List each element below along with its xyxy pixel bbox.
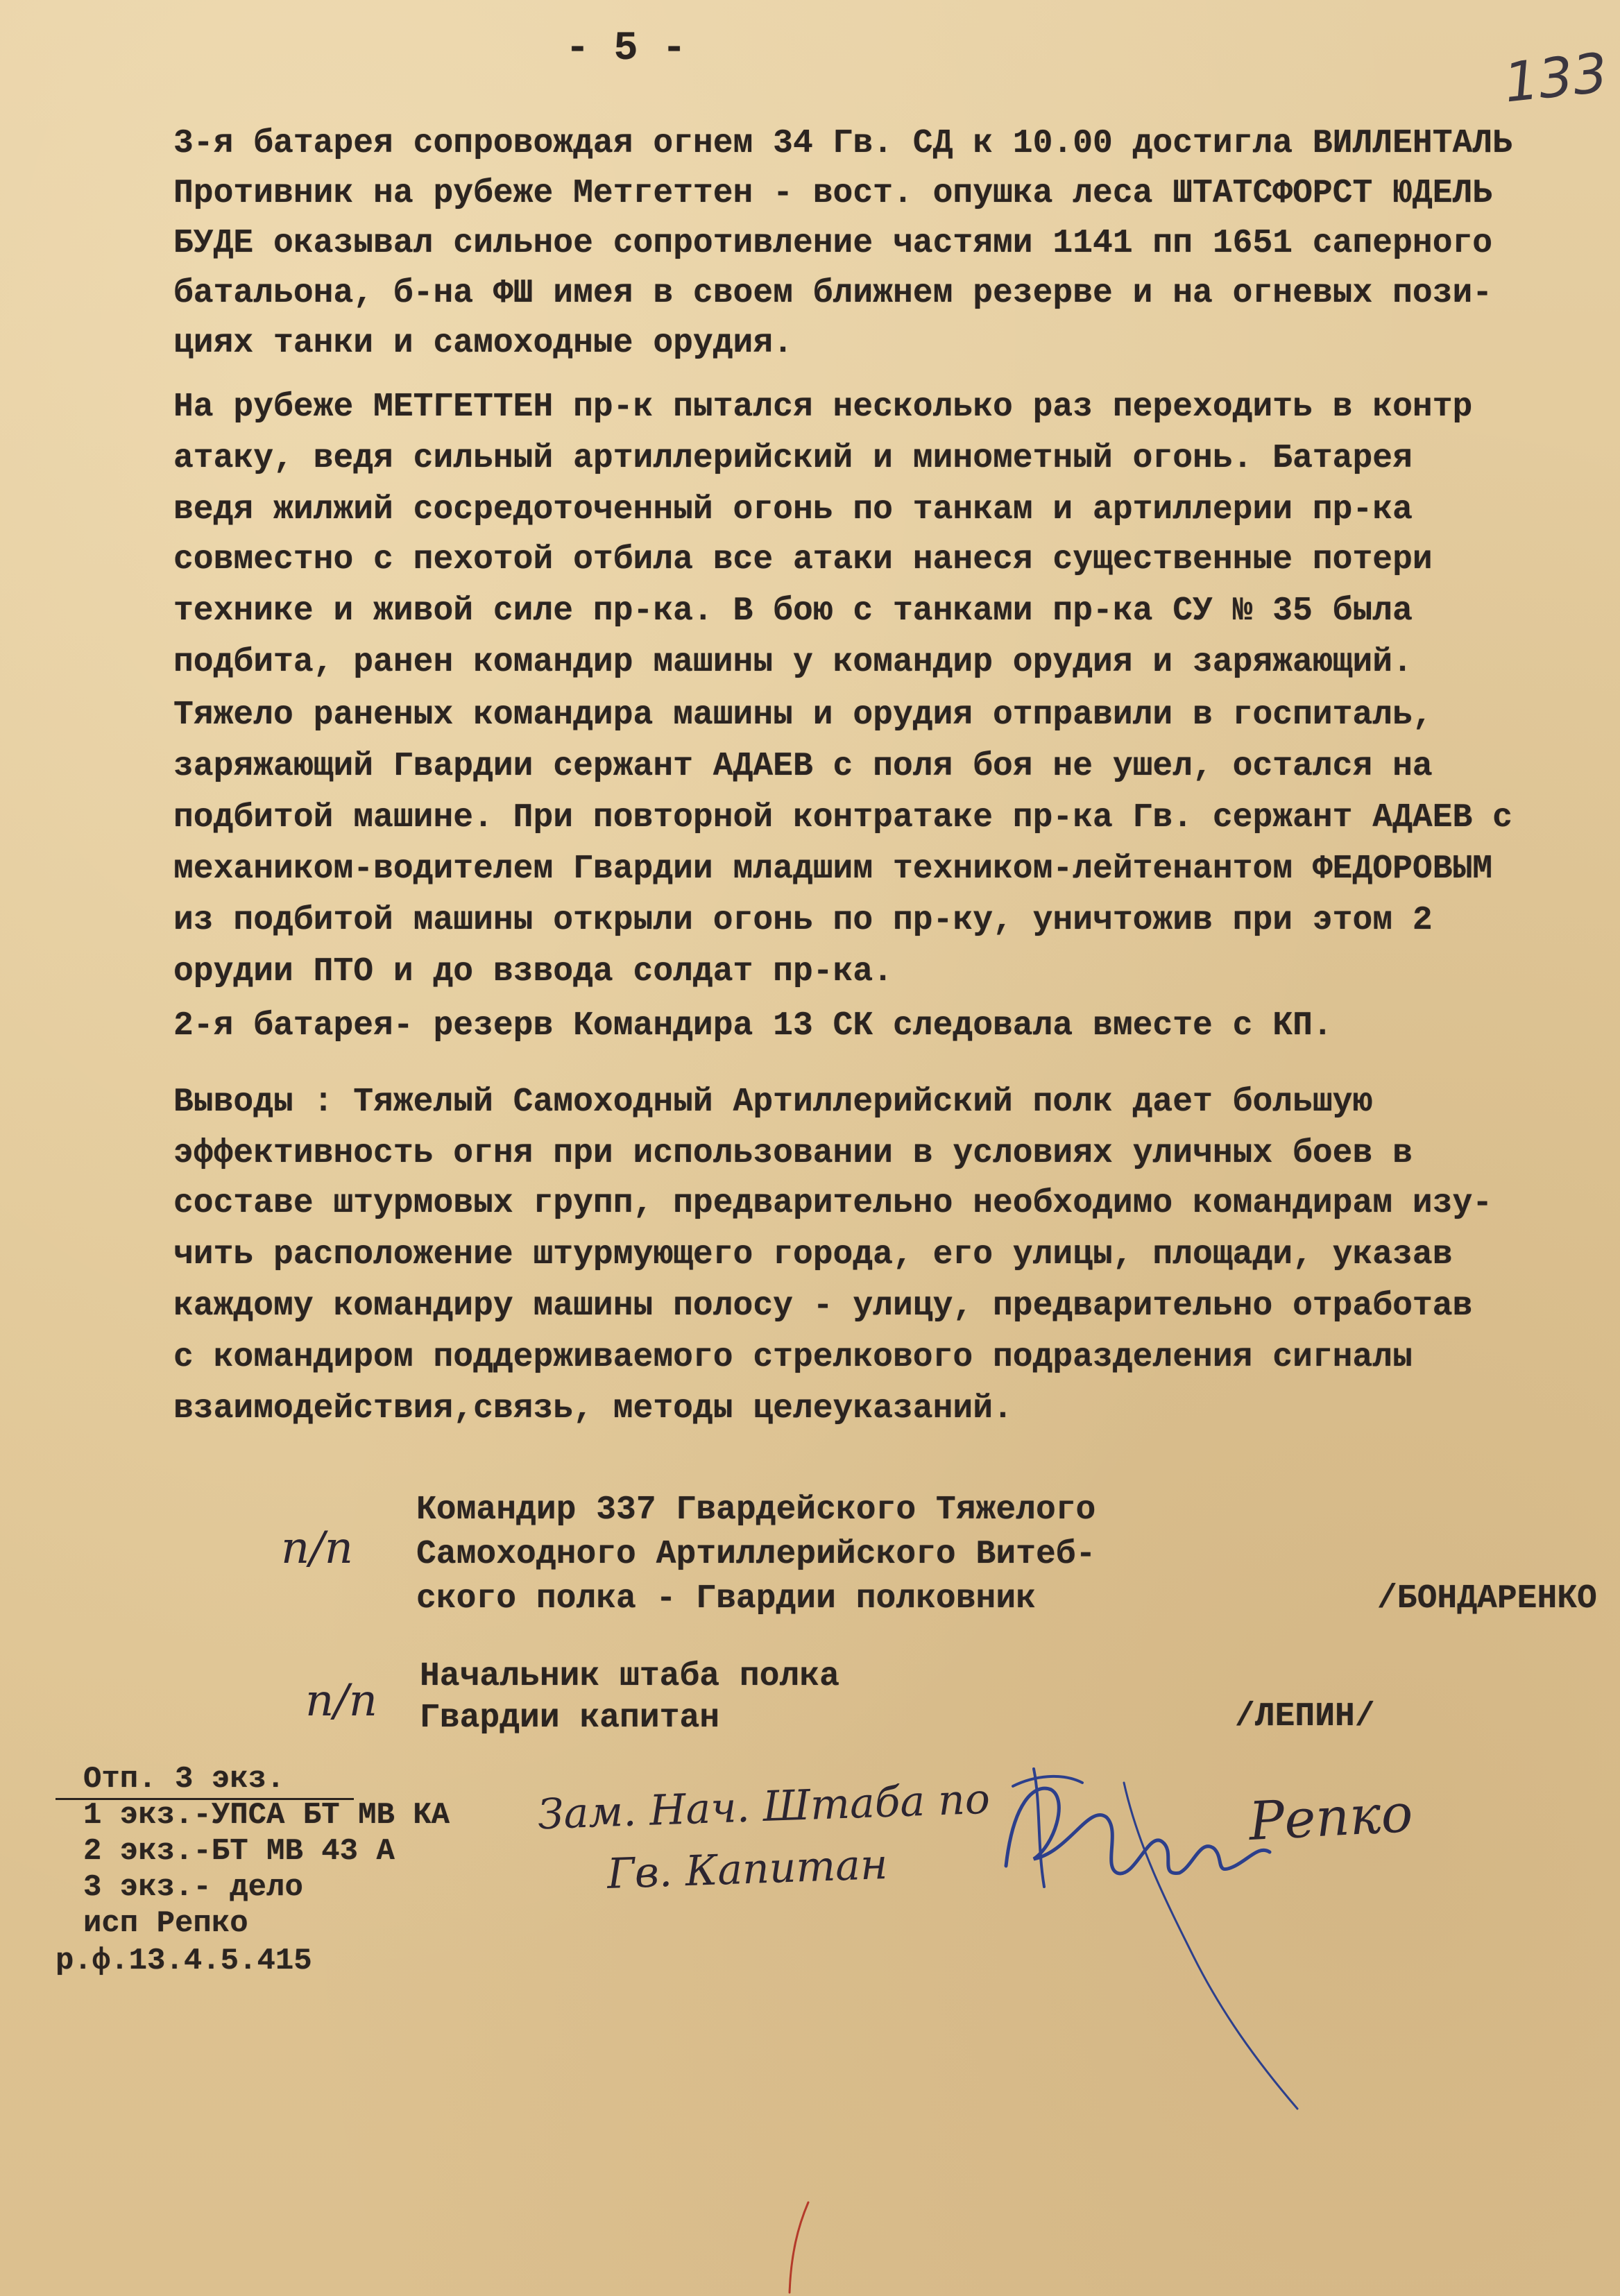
body-line: эффективность огня при использовании в условиях уличных боев в [173,1135,1413,1172]
signature-title-line: Начальник штаба полка [420,1658,839,1695]
body-line: заряжающий Гвардии сержант АДАЕВ с поля боя не ушел, остался на [173,748,1433,785]
body-line: Тяжело раненых командира машины и орудия отправили в госпиталь, [173,696,1433,734]
body-line: чить расположение штурмующего города, его улицы, площади, указав [173,1236,1453,1274]
pp-mark-chief-of-staff: п/п [305,1675,377,1727]
body-line: подбитой машине. При повторной контратаке пр-ка Гв. сержант АДАЕВ с [173,799,1512,837]
distribution-line: Отп. 3 экз. [83,1762,285,1797]
signature-block-commander [416,1491,1179,1651]
body-line: каждому командиру машины полосу - улицу, предварительно отработав [173,1287,1473,1325]
body-line: На рубеже МЕТГЕТТЕН пр-к пытался несколько раз переходить в контр [173,388,1473,426]
red-pencil-mark [777,2199,819,2296]
distribution-line: 2 экз.-БТ МВ 43 А [83,1834,395,1869]
signature-name-chief-of-staff: /ЛЕПИН/ [1235,1698,1375,1736]
distribution-line: 3 экз.- дело [83,1870,303,1905]
handwritten-attestation-line1: Зам. Нач. Штаба по [536,1774,991,1840]
body-line: орудии ПТО и до взвода солдат пр-ка. [173,953,893,991]
body-line: механиком-водителем Гвардии младшим техником-лейтенантом ФЕДОРОВЫМ [173,850,1493,888]
pp-mark-commander: п/п [281,1523,353,1574]
signature-title-line: Командир 337 Гвардейского Тяжелого [416,1491,1096,1529]
body-line: из подбитой машины открыли огонь по пр-ку, уничтожив при этом 2 [173,902,1433,939]
body-line: Выводы : Тяжелый Самоходный Артиллерийский полк дает большую [173,1083,1373,1121]
body-line: 2-я батарея- резерв Командира 13 СК следовала вместе с КП. [173,1007,1333,1045]
handwritten-signature-name: Репко [1247,1781,1415,1853]
body-line: циях танки и самоходные орудия. [173,325,793,362]
handwritten-attestation-line2: Гв. Капитан [606,1840,889,1899]
body-line: атаку, ведя сильный артиллерийский и минометный огонь. Батарея [173,440,1413,477]
body-line: с командиром поддерживаемого стрелкового подразделения сигналы [173,1339,1413,1376]
body-line: Противник на рубеже Метгеттен - вост. опушка леса ШТАТСФОРСТ ЮДЕЛЬ [173,175,1493,212]
distribution-line: р.ф.13.4.5.415 [56,1944,312,1978]
signature-block-chief-of-staff [420,1658,1044,1755]
signature-title-line: Гвардии капитан [420,1699,720,1737]
archive-page-number: 133 [1501,42,1611,115]
body-line: совместно с пехотой отбила все атаки нанеся существенные потери [173,541,1433,579]
distribution-line: 1 экз.-УПСА БТ МВ КА [83,1798,450,1833]
body-line: составе штурмовых групп, предварительно необходимо командирам изу- [173,1185,1493,1222]
signature-title-line: ского полка - Гвардии полковник [416,1580,1036,1618]
body-line: технике и живой силе пр-ка. В бою с танками пр-ка СУ № 35 была [173,592,1413,630]
distribution-list [56,1762,513,1978]
body-line: подбита, ранен командир машины у командир орудия и заряжающий. [173,644,1413,681]
body-line: взаимодействия,связь, методы целеуказаний. [173,1390,1013,1428]
body-line: БУДЕ оказывал сильное сопротивление частями 1141 пп 1651 саперного [173,225,1493,262]
body-line: батальона, б-на ФШ имея в своем ближнем резерве и на огневых пози- [173,275,1493,312]
distribution-line: исп Репко [83,1906,248,1941]
signature-title-line: Самоходного Артиллерийского Витеб- [416,1536,1096,1573]
body-line: ведя жилжий сосредоточенный огонь по танкам и артиллерии пр-ка [173,491,1413,529]
body-line: 3-я батарея сопровождая огнем 34 Гв. СД к 10.00 достигла ВИЛЛЕНТАЛЬ [173,125,1512,162]
signature-name-commander: /БОНДАРЕНКО [1377,1580,1597,1618]
page-number: - 5 - [565,26,687,71]
